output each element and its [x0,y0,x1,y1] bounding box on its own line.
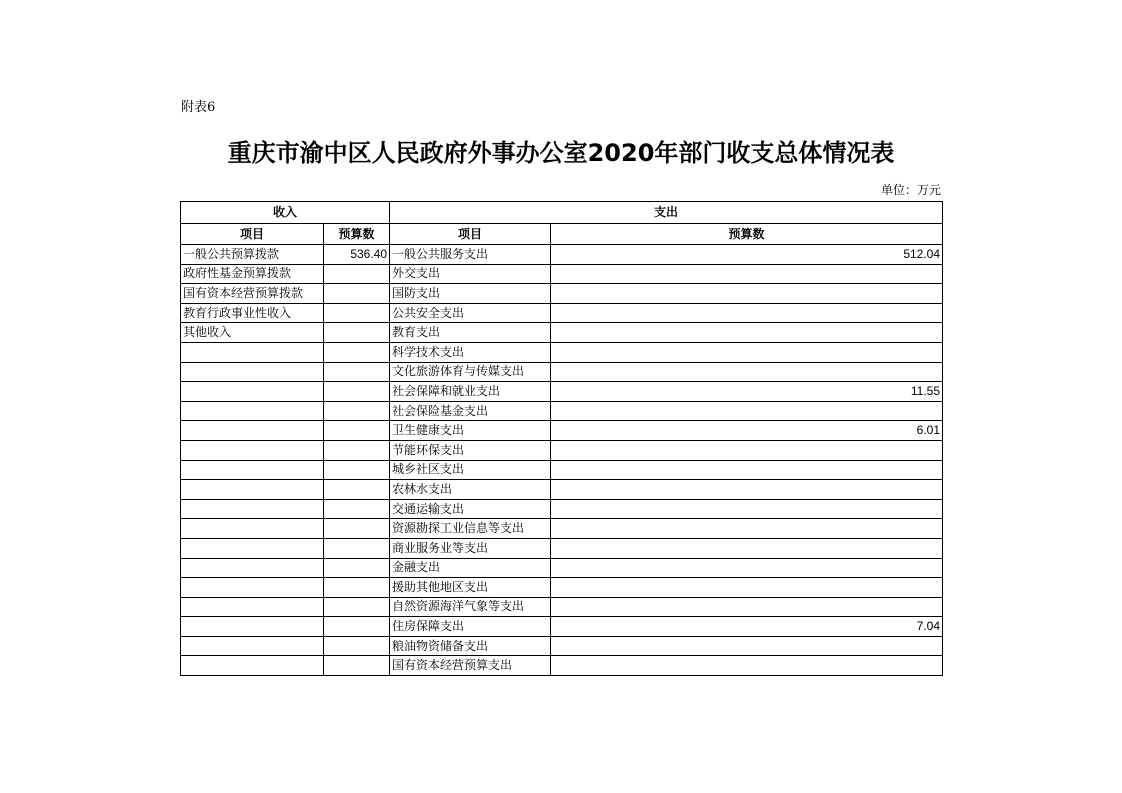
income-amount-cell: 536.40 [324,245,390,265]
table-row [181,460,943,480]
income-amount-cell [324,499,390,519]
expense-item-cell: 节能环保支出 [390,440,551,460]
income-amount-cell [324,440,390,460]
expense-amount-cell: 7.04 [551,617,943,637]
income-amount-cell [324,362,390,382]
expense-amount-cell [551,597,943,617]
expense-item-cell: 商业服务业等支出 [390,538,551,558]
table-row [181,440,943,460]
income-item-cell [181,636,324,656]
expense-amount-cell [551,440,943,460]
table-row [181,342,943,362]
income-item-cell [181,342,324,362]
table-row [181,558,943,578]
income-item-cell [181,440,324,460]
income-item-cell [181,578,324,598]
income-amount-cell [324,323,390,343]
income-item-cell: 教育行政事业性收入 [181,303,324,323]
income-item-cell [181,617,324,637]
income-amount-cell [324,421,390,441]
table-row [181,323,943,343]
expense-item-cell: 农林水支出 [390,480,551,500]
income-amount-cell [324,617,390,637]
income-amount-cell [324,382,390,402]
expense-item-cell: 文化旅游体育与传媒支出 [390,362,551,382]
income-item-cell [181,499,324,519]
table-row [181,519,943,539]
expense-item-cell: 金融支出 [390,558,551,578]
expense-amount-cell [551,558,943,578]
expense-item-cell: 公共安全支出 [390,303,551,323]
table-row [181,656,943,676]
attachment-label: 附表6 [181,100,216,115]
expense-amount-cell [551,656,943,676]
income-item-cell [181,538,324,558]
income-amount-cell [324,578,390,598]
expense-amount-cell [551,636,943,656]
expense-item-cell: 自然资源海洋气象等支出 [390,597,551,617]
table-row [181,480,943,500]
table-row [181,245,943,265]
income-item-header: 项目 [181,224,324,245]
expense-amount-cell: 11.55 [551,382,943,402]
income-item-cell [181,558,324,578]
expense-amount-cell [551,264,943,284]
income-item-cell [181,382,324,402]
income-item-cell [181,401,324,421]
expense-item-cell: 国有资本经营预算支出 [390,656,551,676]
income-item-cell [181,460,324,480]
expense-amount-cell [551,578,943,598]
expense-header: 支出 [390,202,943,224]
expense-item-cell: 社会保险基金支出 [390,401,551,421]
income-amount-cell [324,597,390,617]
expense-amount-cell [551,480,943,500]
income-header: 收入 [181,202,390,224]
unit-label: 单位：万元 [880,183,941,197]
expense-item-header: 项目 [390,224,551,245]
expense-amount-cell [551,538,943,558]
expense-amount-cell [551,362,943,382]
table-row [181,264,943,284]
expense-item-cell: 交通运输支出 [390,499,551,519]
income-amount-cell [324,480,390,500]
expense-amount-cell [551,303,943,323]
expense-item-cell: 国防支出 [390,284,551,304]
income-amount-cell [324,656,390,676]
income-amount-cell [324,558,390,578]
table-row [181,499,943,519]
income-item-cell: 政府性基金预算拨款 [181,264,324,284]
table-row [181,362,943,382]
income-amount-cell [324,636,390,656]
table-row [181,578,943,598]
income-amount-cell [324,284,390,304]
income-item-cell [181,362,324,382]
expense-amount-cell [551,519,943,539]
table-row [181,382,943,402]
expense-amount-cell [551,460,943,480]
income-item-cell [181,656,324,676]
table-header-row-1 [181,202,943,224]
expense-amount-cell [551,499,943,519]
page-title: 重庆市渝中区人民政府外事办公室2020年部门收支总体情况表 [227,139,895,167]
income-item-cell [181,421,324,441]
income-amount-cell [324,303,390,323]
table-row [181,303,943,323]
expense-amount-cell [551,401,943,421]
table-row [181,636,943,656]
income-item-cell [181,519,324,539]
income-amount-cell [324,342,390,362]
expense-item-cell: 城乡社区支出 [390,460,551,480]
expense-amount-cell [551,342,943,362]
expense-amount-cell [551,323,943,343]
income-amount-cell [324,538,390,558]
table-row [181,538,943,558]
expense-item-cell: 卫生健康支出 [390,421,551,441]
income-item-cell [181,597,324,617]
expense-amount-cell [551,284,943,304]
table-row [181,284,943,304]
expense-item-cell: 援助其他地区支出 [390,578,551,598]
expense-amount-header: 预算数 [551,224,943,245]
income-item-cell: 一般公共预算拨款 [181,245,324,265]
income-amount-cell [324,264,390,284]
income-item-cell: 其他收入 [181,323,324,343]
expense-item-cell: 教育支出 [390,323,551,343]
income-item-cell: 国有资本经营预算拨款 [181,284,324,304]
table-row [181,401,943,421]
expense-item-cell: 社会保障和就业支出 [390,382,551,402]
expense-item-cell: 住房保障支出 [390,617,551,637]
expense-amount-cell: 6.01 [551,421,943,441]
expense-item-cell: 科学技术支出 [390,342,551,362]
table-row [181,597,943,617]
table-header-row-2 [181,224,943,245]
expense-item-cell: 外交支出 [390,264,551,284]
income-amount-header: 预算数 [324,224,390,245]
income-amount-cell [324,401,390,421]
expense-item-cell: 粮油物资储备支出 [390,636,551,656]
table-row [181,421,943,441]
income-amount-cell [324,460,390,480]
expense-item-cell: 资源勘探工业信息等支出 [390,519,551,539]
expense-item-cell: 一般公共服务支出 [390,245,551,265]
income-amount-cell [324,519,390,539]
expense-amount-cell: 512.04 [551,245,943,265]
income-item-cell [181,480,324,500]
budget-table [180,201,943,676]
table-row [181,617,943,637]
